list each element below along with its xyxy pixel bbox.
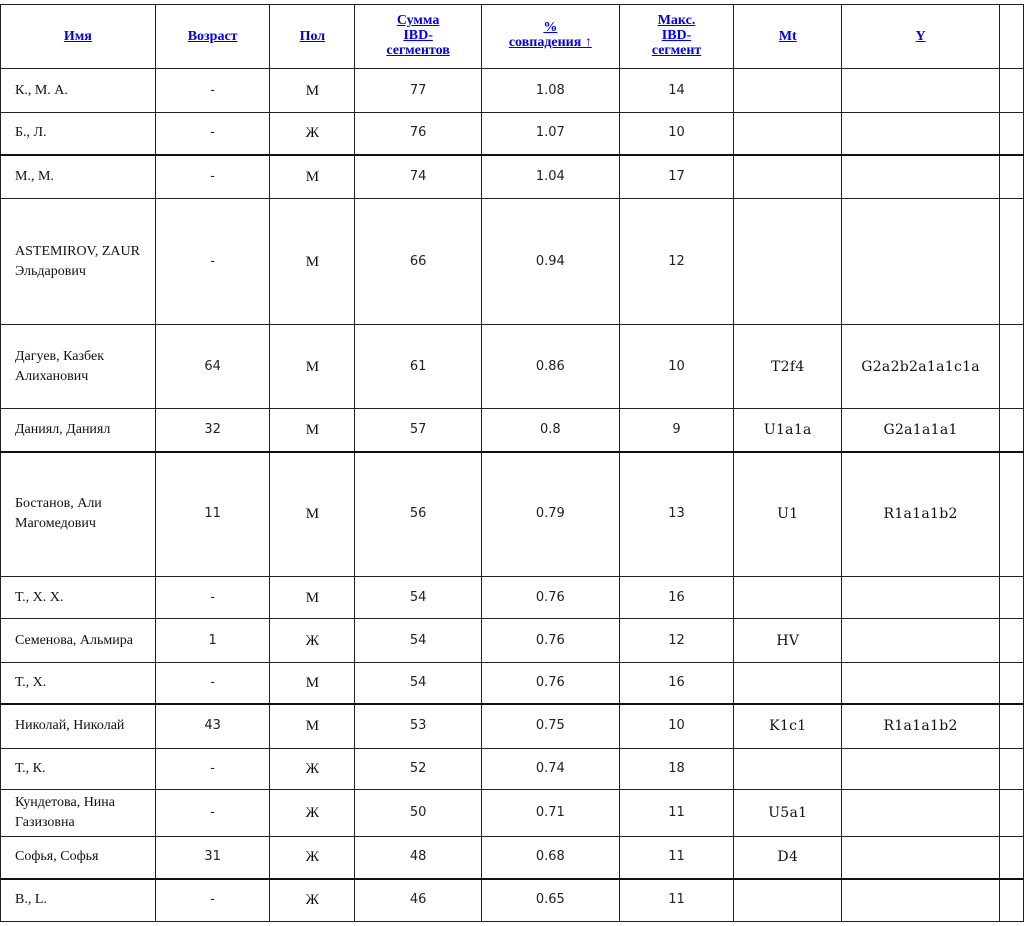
cell-max-ibd: 16 <box>619 663 734 704</box>
cell-max-ibd: 10 <box>619 113 734 155</box>
cell-name: Т., Х. <box>1 663 156 704</box>
cell-y: R1a1a1b2 <box>842 452 1000 577</box>
cell-name: М., М. <box>1 155 156 199</box>
cell-percent: 0.75 <box>481 704 619 749</box>
cell-sum-ibd: 53 <box>355 704 482 749</box>
cell-y <box>842 879 1000 922</box>
cell-sex: М <box>270 155 355 199</box>
cell-mt: D4 <box>734 837 842 879</box>
cell-age: 64 <box>155 325 270 409</box>
table-row <box>1 452 1024 577</box>
cell-percent: 0.74 <box>481 749 619 790</box>
cell-mt <box>734 663 842 704</box>
cell-name: Т., К. <box>1 749 156 790</box>
cell-max-ibd: 14 <box>619 69 734 113</box>
cell-mt <box>734 749 842 790</box>
cell-y: R1a1a1b2 <box>842 704 1000 749</box>
cell-age: - <box>155 879 270 922</box>
cell-name: Б., Л. <box>1 113 156 155</box>
table-row <box>1 113 1024 155</box>
cell-extra <box>1000 790 1024 837</box>
cell-mt <box>734 879 842 922</box>
cell-sex: Ж <box>270 837 355 879</box>
cell-y <box>842 663 1000 704</box>
cell-y <box>842 619 1000 663</box>
cell-sex: М <box>270 325 355 409</box>
cell-name: Т., Х. Х. <box>1 577 156 619</box>
cell-sex: М <box>270 409 355 452</box>
cell-extra <box>1000 879 1024 922</box>
cell-age: - <box>155 199 270 325</box>
cell-age: - <box>155 113 270 155</box>
cell-sum-ibd: 56 <box>355 452 482 577</box>
header-row <box>1 5 1024 69</box>
cell-mt: T2f4 <box>734 325 842 409</box>
cell-mt: HV <box>734 619 842 663</box>
cell-max-ibd: 11 <box>619 879 734 922</box>
header-extra <box>1000 5 1024 69</box>
cell-mt <box>734 199 842 325</box>
table-row <box>1 325 1024 409</box>
header-sum-ibd <box>355 5 482 69</box>
cell-y <box>842 69 1000 113</box>
cell-sum-ibd: 54 <box>355 577 482 619</box>
cell-percent: 1.04 <box>481 155 619 199</box>
cell-max-ibd: 12 <box>619 199 734 325</box>
sort-by-max-ibd-link[interactable]: Макс. IBD- сегмент <box>651 12 702 58</box>
cell-y <box>842 199 1000 325</box>
cell-sum-ibd: 54 <box>355 663 482 704</box>
cell-sex: М <box>270 663 355 704</box>
cell-age: 11 <box>155 452 270 577</box>
cell-sum-ibd: 77 <box>355 69 482 113</box>
cell-age: - <box>155 663 270 704</box>
cell-max-ibd: 10 <box>619 704 734 749</box>
cell-max-ibd: 11 <box>619 790 734 837</box>
cell-age: 31 <box>155 837 270 879</box>
cell-y <box>842 749 1000 790</box>
cell-y <box>842 155 1000 199</box>
cell-sum-ibd: 50 <box>355 790 482 837</box>
cell-sum-ibd: 66 <box>355 199 482 325</box>
cell-extra <box>1000 452 1024 577</box>
cell-sum-ibd: 46 <box>355 879 482 922</box>
sort-by-mt-link[interactable]: Mt <box>778 28 797 44</box>
cell-extra <box>1000 837 1024 879</box>
cell-max-ibd: 18 <box>619 749 734 790</box>
cell-extra <box>1000 749 1024 790</box>
table-row <box>1 199 1024 325</box>
cell-age: 1 <box>155 619 270 663</box>
cell-sum-ibd: 76 <box>355 113 482 155</box>
sort-by-age-link[interactable]: Возраст <box>187 28 238 44</box>
table-row <box>1 69 1024 113</box>
header-percent <box>481 5 619 69</box>
table-row <box>1 619 1024 663</box>
cell-sum-ibd: 74 <box>355 155 482 199</box>
cell-extra <box>1000 69 1024 113</box>
ibd-matches-table <box>0 4 1024 922</box>
table-row <box>1 409 1024 452</box>
cell-age: - <box>155 577 270 619</box>
cell-max-ibd: 16 <box>619 577 734 619</box>
table-row <box>1 704 1024 749</box>
cell-sex: М <box>270 452 355 577</box>
cell-name: Бостанов, Али Магомедович <box>1 452 156 577</box>
cell-sex: М <box>270 199 355 325</box>
cell-extra <box>1000 704 1024 749</box>
cell-percent: 0.76 <box>481 663 619 704</box>
cell-percent: 0.65 <box>481 879 619 922</box>
cell-name: Софья, Софья <box>1 837 156 879</box>
cell-sex: М <box>270 69 355 113</box>
header-max-ibd <box>619 5 734 69</box>
cell-name: ASTEMIROV, ZAUR Эльдарович <box>1 199 156 325</box>
cell-y <box>842 577 1000 619</box>
cell-name: Кундетова, Нина Газизовна <box>1 790 156 837</box>
cell-name: Николай, Николай <box>1 704 156 749</box>
cell-sum-ibd: 61 <box>355 325 482 409</box>
cell-percent: 1.08 <box>481 69 619 113</box>
cell-sex: Ж <box>270 749 355 790</box>
cell-name: B., L. <box>1 879 156 922</box>
table-row <box>1 749 1024 790</box>
header-sex <box>270 5 355 69</box>
cell-percent: 0.68 <box>481 837 619 879</box>
cell-sex: Ж <box>270 879 355 922</box>
cell-age: - <box>155 749 270 790</box>
cell-sex: М <box>270 704 355 749</box>
cell-percent: 0.8 <box>481 409 619 452</box>
cell-max-ibd: 17 <box>619 155 734 199</box>
cell-name: Даниял, Даниял <box>1 409 156 452</box>
cell-age: 32 <box>155 409 270 452</box>
table-row <box>1 663 1024 704</box>
cell-mt <box>734 155 842 199</box>
cell-percent: 0.76 <box>481 619 619 663</box>
cell-extra <box>1000 577 1024 619</box>
cell-percent: 1.07 <box>481 113 619 155</box>
cell-extra <box>1000 155 1024 199</box>
cell-sum-ibd: 52 <box>355 749 482 790</box>
cell-name: Дагуев, Казбек Алиханович <box>1 325 156 409</box>
cell-percent: 0.79 <box>481 452 619 577</box>
cell-percent: 0.94 <box>481 199 619 325</box>
header-age <box>155 5 270 69</box>
cell-sex: Ж <box>270 619 355 663</box>
cell-sex: Ж <box>270 113 355 155</box>
cell-mt: U5a1 <box>734 790 842 837</box>
cell-mt: U1a1a <box>734 409 842 452</box>
cell-max-ibd: 9 <box>619 409 734 452</box>
sort-by-sex-link[interactable]: Пол <box>299 28 326 44</box>
header-name <box>1 5 156 69</box>
cell-extra <box>1000 199 1024 325</box>
cell-sex: М <box>270 577 355 619</box>
table-row <box>1 790 1024 837</box>
cell-percent: 0.86 <box>481 325 619 409</box>
cell-extra <box>1000 619 1024 663</box>
cell-age: - <box>155 69 270 113</box>
cell-y <box>842 790 1000 837</box>
table-row <box>1 837 1024 879</box>
cell-percent: 0.71 <box>481 790 619 837</box>
sort-by-percent-link[interactable]: % совпадения ↑ <box>508 20 592 50</box>
cell-y: G2a2b2a1a1c1a <box>842 325 1000 409</box>
cell-sum-ibd: 48 <box>355 837 482 879</box>
cell-sum-ibd: 57 <box>355 409 482 452</box>
cell-sex: Ж <box>270 790 355 837</box>
cell-percent: 0.76 <box>481 577 619 619</box>
cell-extra <box>1000 325 1024 409</box>
cell-y: G2a1a1a1 <box>842 409 1000 452</box>
cell-mt: U1 <box>734 452 842 577</box>
header-y <box>842 5 1000 69</box>
cell-max-ibd: 12 <box>619 619 734 663</box>
cell-sum-ibd: 54 <box>355 619 482 663</box>
sort-by-name-link[interactable]: Имя <box>63 28 92 44</box>
cell-mt <box>734 113 842 155</box>
table-row <box>1 879 1024 922</box>
cell-name: Семенова, Альмира <box>1 619 156 663</box>
cell-max-ibd: 11 <box>619 837 734 879</box>
cell-mt <box>734 69 842 113</box>
cell-y <box>842 113 1000 155</box>
cell-extra <box>1000 113 1024 155</box>
cell-extra <box>1000 663 1024 704</box>
cell-mt: K1c1 <box>734 704 842 749</box>
table-body <box>1 69 1024 922</box>
cell-age: 43 <box>155 704 270 749</box>
header-mt <box>734 5 842 69</box>
sort-by-sum-ibd-link[interactable]: Сумма IBD- сегментов <box>386 12 450 58</box>
cell-age: - <box>155 155 270 199</box>
cell-age: - <box>155 790 270 837</box>
cell-mt <box>734 577 842 619</box>
table-row <box>1 577 1024 619</box>
cell-extra <box>1000 409 1024 452</box>
cell-name: К., М. А. <box>1 69 156 113</box>
cell-y <box>842 837 1000 879</box>
cell-max-ibd: 10 <box>619 325 734 409</box>
cell-max-ibd: 13 <box>619 452 734 577</box>
sort-by-y-link[interactable]: Y <box>915 28 926 44</box>
table-row <box>1 155 1024 199</box>
